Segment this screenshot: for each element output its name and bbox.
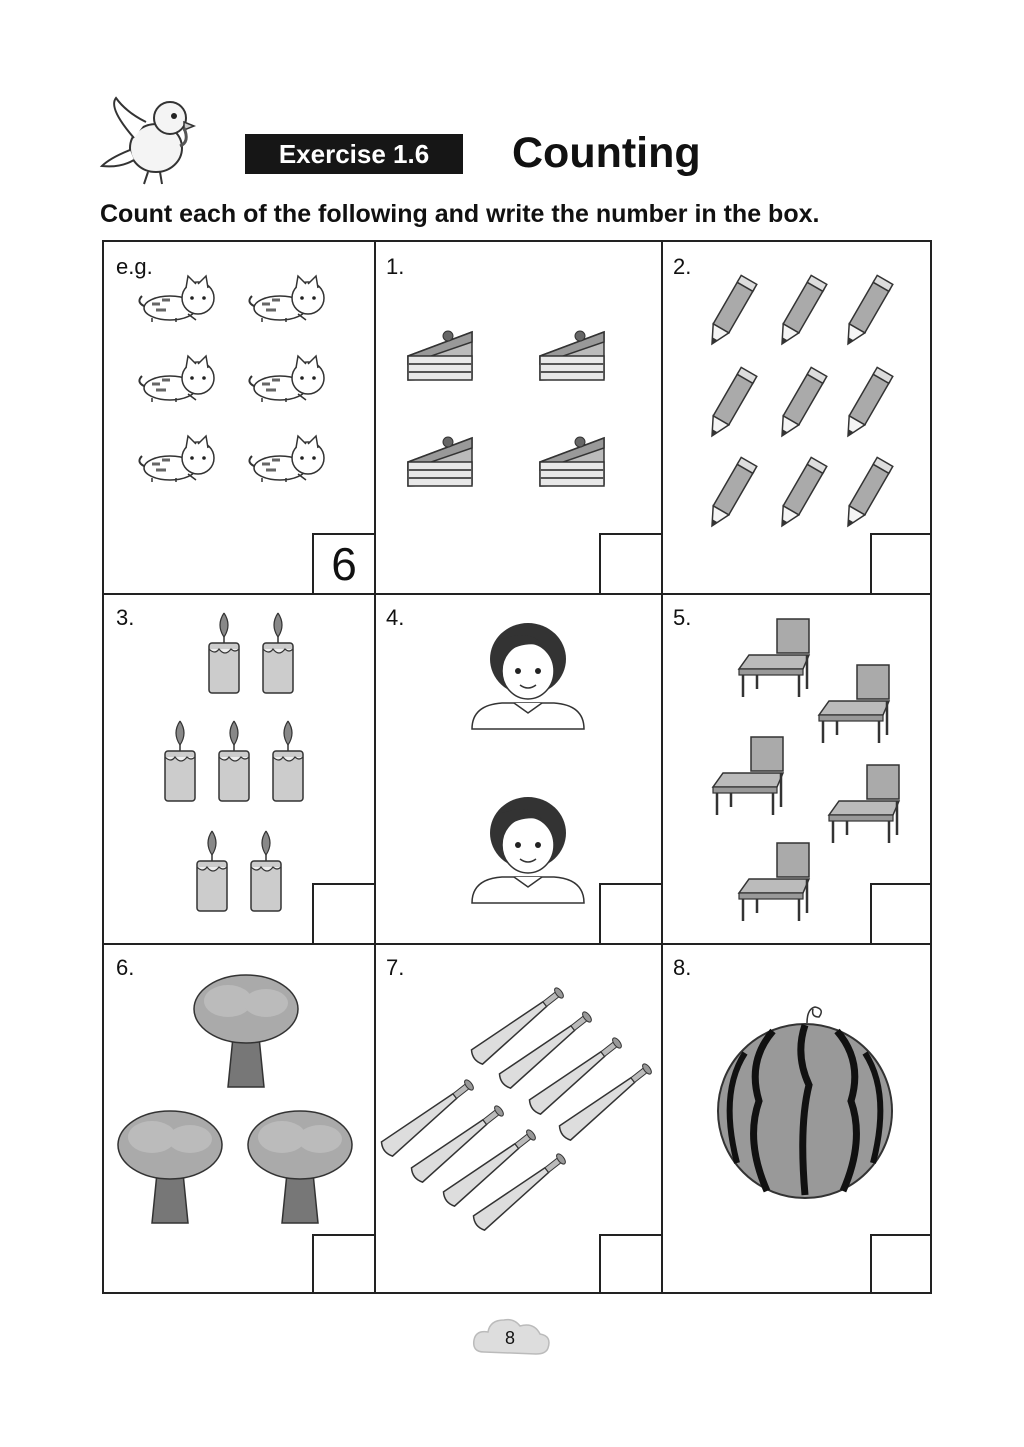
pencil-icon (840, 457, 893, 530)
cake-icon (408, 331, 472, 380)
candle-icon (219, 721, 249, 801)
candle-icon (263, 613, 293, 693)
pencil-icon (704, 457, 757, 530)
candle-icon (273, 721, 303, 801)
instruction-text: Count each of the following and write the number in the box. (100, 200, 820, 228)
answer-box[interactable]: 6 (312, 533, 374, 593)
baseball-bat-icon (471, 1150, 569, 1232)
cell-1 (374, 242, 661, 593)
cats-illustration (104, 242, 374, 542)
bird-mascot-icon (98, 88, 202, 192)
answer-box[interactable] (312, 883, 374, 943)
girls-illustration (374, 593, 661, 933)
pencil-icon (774, 457, 827, 530)
answer-box[interactable] (599, 883, 661, 943)
chair-icon (713, 737, 783, 815)
cake-icon (408, 437, 472, 486)
answer-box[interactable] (599, 533, 661, 593)
pencils-illustration (661, 242, 932, 562)
cell-label: 8. (673, 955, 692, 980)
cake-icon (540, 331, 604, 380)
cat-icon (249, 436, 324, 482)
page-number-badge (468, 1314, 558, 1364)
cell-example (104, 242, 374, 593)
answer-box[interactable] (599, 1234, 661, 1294)
baseball-bat-icon (469, 984, 567, 1066)
chair-icon (819, 665, 889, 743)
chairs-illustration (661, 593, 932, 933)
pencil-icon (774, 367, 827, 440)
cakes-illustration (374, 242, 661, 542)
bats-illustration (374, 943, 661, 1243)
pencil-icon (774, 275, 827, 348)
answer-box[interactable] (870, 533, 932, 593)
candle-icon (209, 613, 239, 693)
tree-icon (248, 1111, 352, 1223)
cell-7 (374, 943, 661, 1294)
cell-4 (374, 593, 661, 943)
girl-icon (472, 623, 584, 729)
cell-label: 6. (116, 955, 135, 980)
cat-icon (139, 436, 214, 482)
candles-illustration (104, 593, 374, 933)
tree-icon (118, 1111, 222, 1223)
pencil-icon (840, 367, 893, 440)
chair-icon (739, 843, 809, 921)
answer-box[interactable] (870, 883, 932, 943)
cell-3 (104, 593, 374, 943)
girl-icon (472, 797, 584, 903)
answer-box[interactable] (870, 1234, 932, 1294)
pencil-icon (840, 275, 893, 348)
cat-icon (139, 276, 214, 322)
cake-icon (540, 437, 604, 486)
tree-icon (194, 975, 298, 1087)
cat-icon (249, 276, 324, 322)
cell-6 (104, 943, 374, 1294)
cell-label: 2. (673, 254, 692, 279)
page-number: 8 (504, 1327, 515, 1348)
cell-label: 1. (386, 254, 405, 279)
cell-2 (661, 242, 932, 593)
cat-icon (249, 356, 324, 402)
pencil-icon (704, 275, 757, 348)
cell-label: 7. (386, 955, 405, 980)
trees-illustration (104, 943, 374, 1243)
cell-label: 5. (673, 605, 692, 630)
cell-label: 4. (386, 605, 405, 630)
cell-label: 3. (116, 605, 135, 630)
cell-5 (661, 593, 932, 943)
chair-icon (829, 765, 899, 843)
exercise-badge: Exercise 1.6 (245, 134, 463, 174)
candle-icon (197, 831, 227, 911)
cell-8 (661, 943, 932, 1294)
cat-icon (139, 356, 214, 402)
answer-box[interactable] (312, 1234, 374, 1294)
page-title: Counting (512, 129, 701, 177)
cell-label: e.g. (116, 254, 153, 279)
watermelon-icon (661, 943, 932, 1243)
chair-icon (739, 619, 809, 697)
counting-grid (102, 240, 932, 1294)
pencil-icon (704, 367, 757, 440)
candle-icon (251, 831, 281, 911)
candle-icon (165, 721, 195, 801)
